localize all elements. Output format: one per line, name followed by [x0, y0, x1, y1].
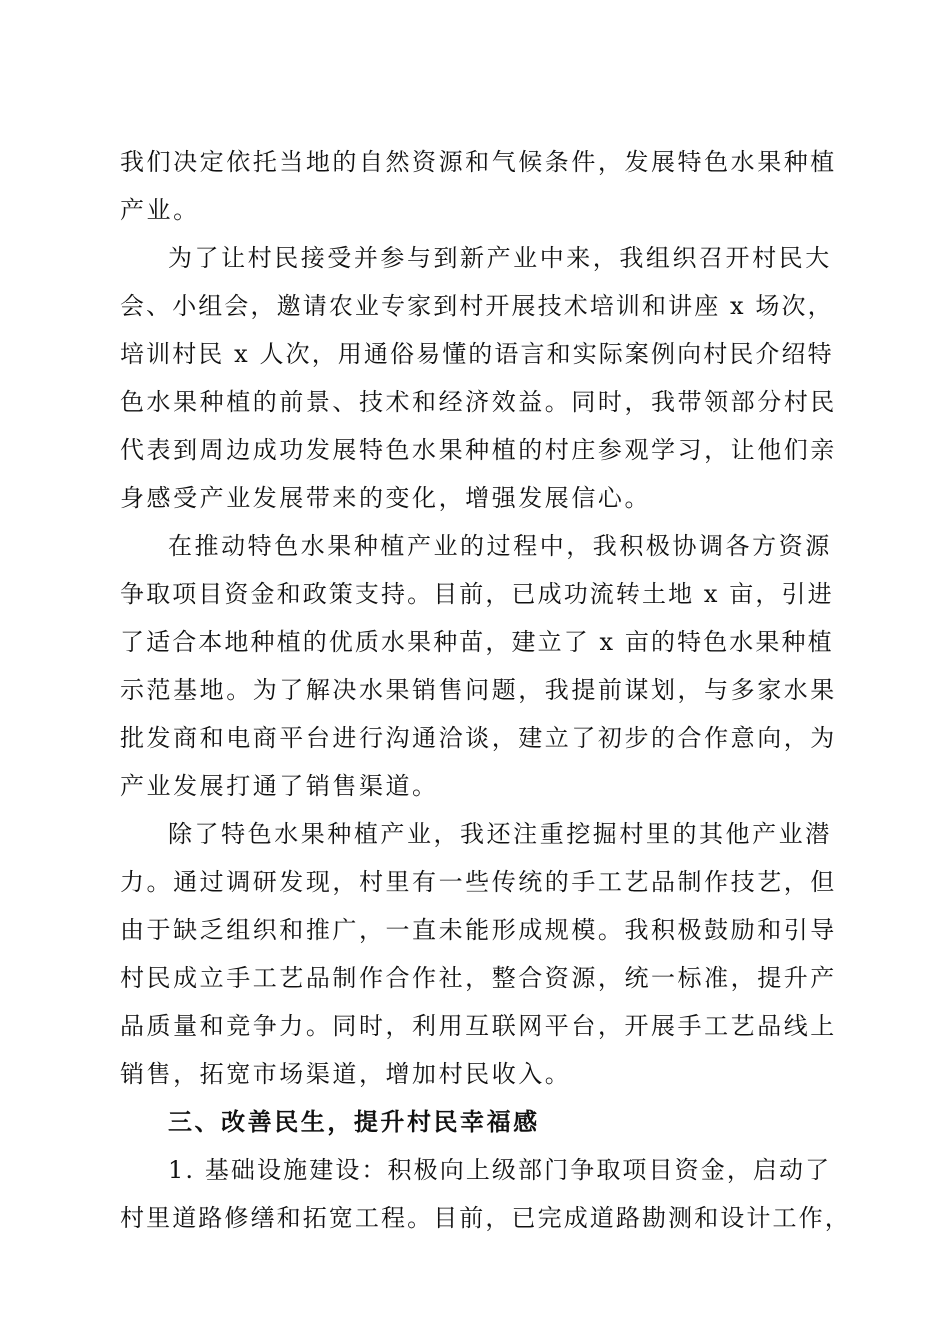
paragraph-start: 在推动特色水果种植产业的过程中，我积极协调各方资源	[168, 532, 832, 560]
body-text	[120, 138, 851, 1242]
text-line: 代表到周边成功发展特色水果种植的村庄参观学习，让他们亲	[120, 436, 837, 464]
text-line: 会、小组会，邀请农业专家到村开展技术培训和讲座 x 场次，	[120, 292, 834, 320]
text-line: 由于缺乏组织和推广，一直未能形成规模。我积极鼓励和引导	[120, 916, 837, 944]
text-line: 培训村民 x 人次，用通俗易懂的语言和实际案例向村民介绍特	[120, 340, 834, 368]
paragraph-start: 为了让村民接受并参与到新产业中来，我组织召开村民大	[168, 244, 832, 272]
text-line: 争取项目资金和政策支持。目前，已成功流转土地 x 亩，引进	[120, 580, 834, 608]
text-line: 销售，拓宽市场渠道，增加村民收入。	[120, 1060, 572, 1088]
text-line: 力。通过调研发现，村里有一些传统的手工艺品制作技艺，但	[120, 868, 837, 896]
text-line: 批发商和电商平台进行沟通洽谈，建立了初步的合作意向，为	[120, 724, 837, 752]
text-line: 色水果种植的前景、技术和经济效益。同时，我带领部分村民	[120, 388, 837, 416]
paragraph-start: 1. 基础设施建设：积极向上级部门争取项目资金，启动了	[168, 1156, 832, 1184]
text-line: 身感受产业发展带来的变化，增强发展信心。	[120, 484, 651, 512]
text-line: 了适合本地种植的优质水果种苗，建立了 x 亩的特色水果种植	[120, 628, 834, 656]
section-heading: 三、改善民生，提升村民幸福感	[168, 1108, 540, 1136]
paragraph-start: 除了特色水果种植产业，我还注重挖掘村里的其他产业潜	[168, 820, 832, 848]
text-line: 产业发展打通了销售渠道。	[120, 772, 439, 800]
text-line: 我们决定依托当地的自然资源和气候条件，发展特色水果种植	[120, 148, 837, 176]
text-line: 品质量和竞争力。同时，利用互联网平台，开展手工艺品线上	[120, 1012, 837, 1040]
text-line: 村民成立手工艺品制作合作社，整合资源，统一标准，提升产	[120, 964, 837, 992]
text-line: 村里道路修缮和拓宽工程。目前，已完成道路勘测和设计工作，	[120, 1204, 851, 1232]
text-line: 示范基地。为了解决水果销售问题，我提前谋划，与多家水果	[120, 676, 837, 704]
text-line: 产业。	[120, 196, 200, 224]
